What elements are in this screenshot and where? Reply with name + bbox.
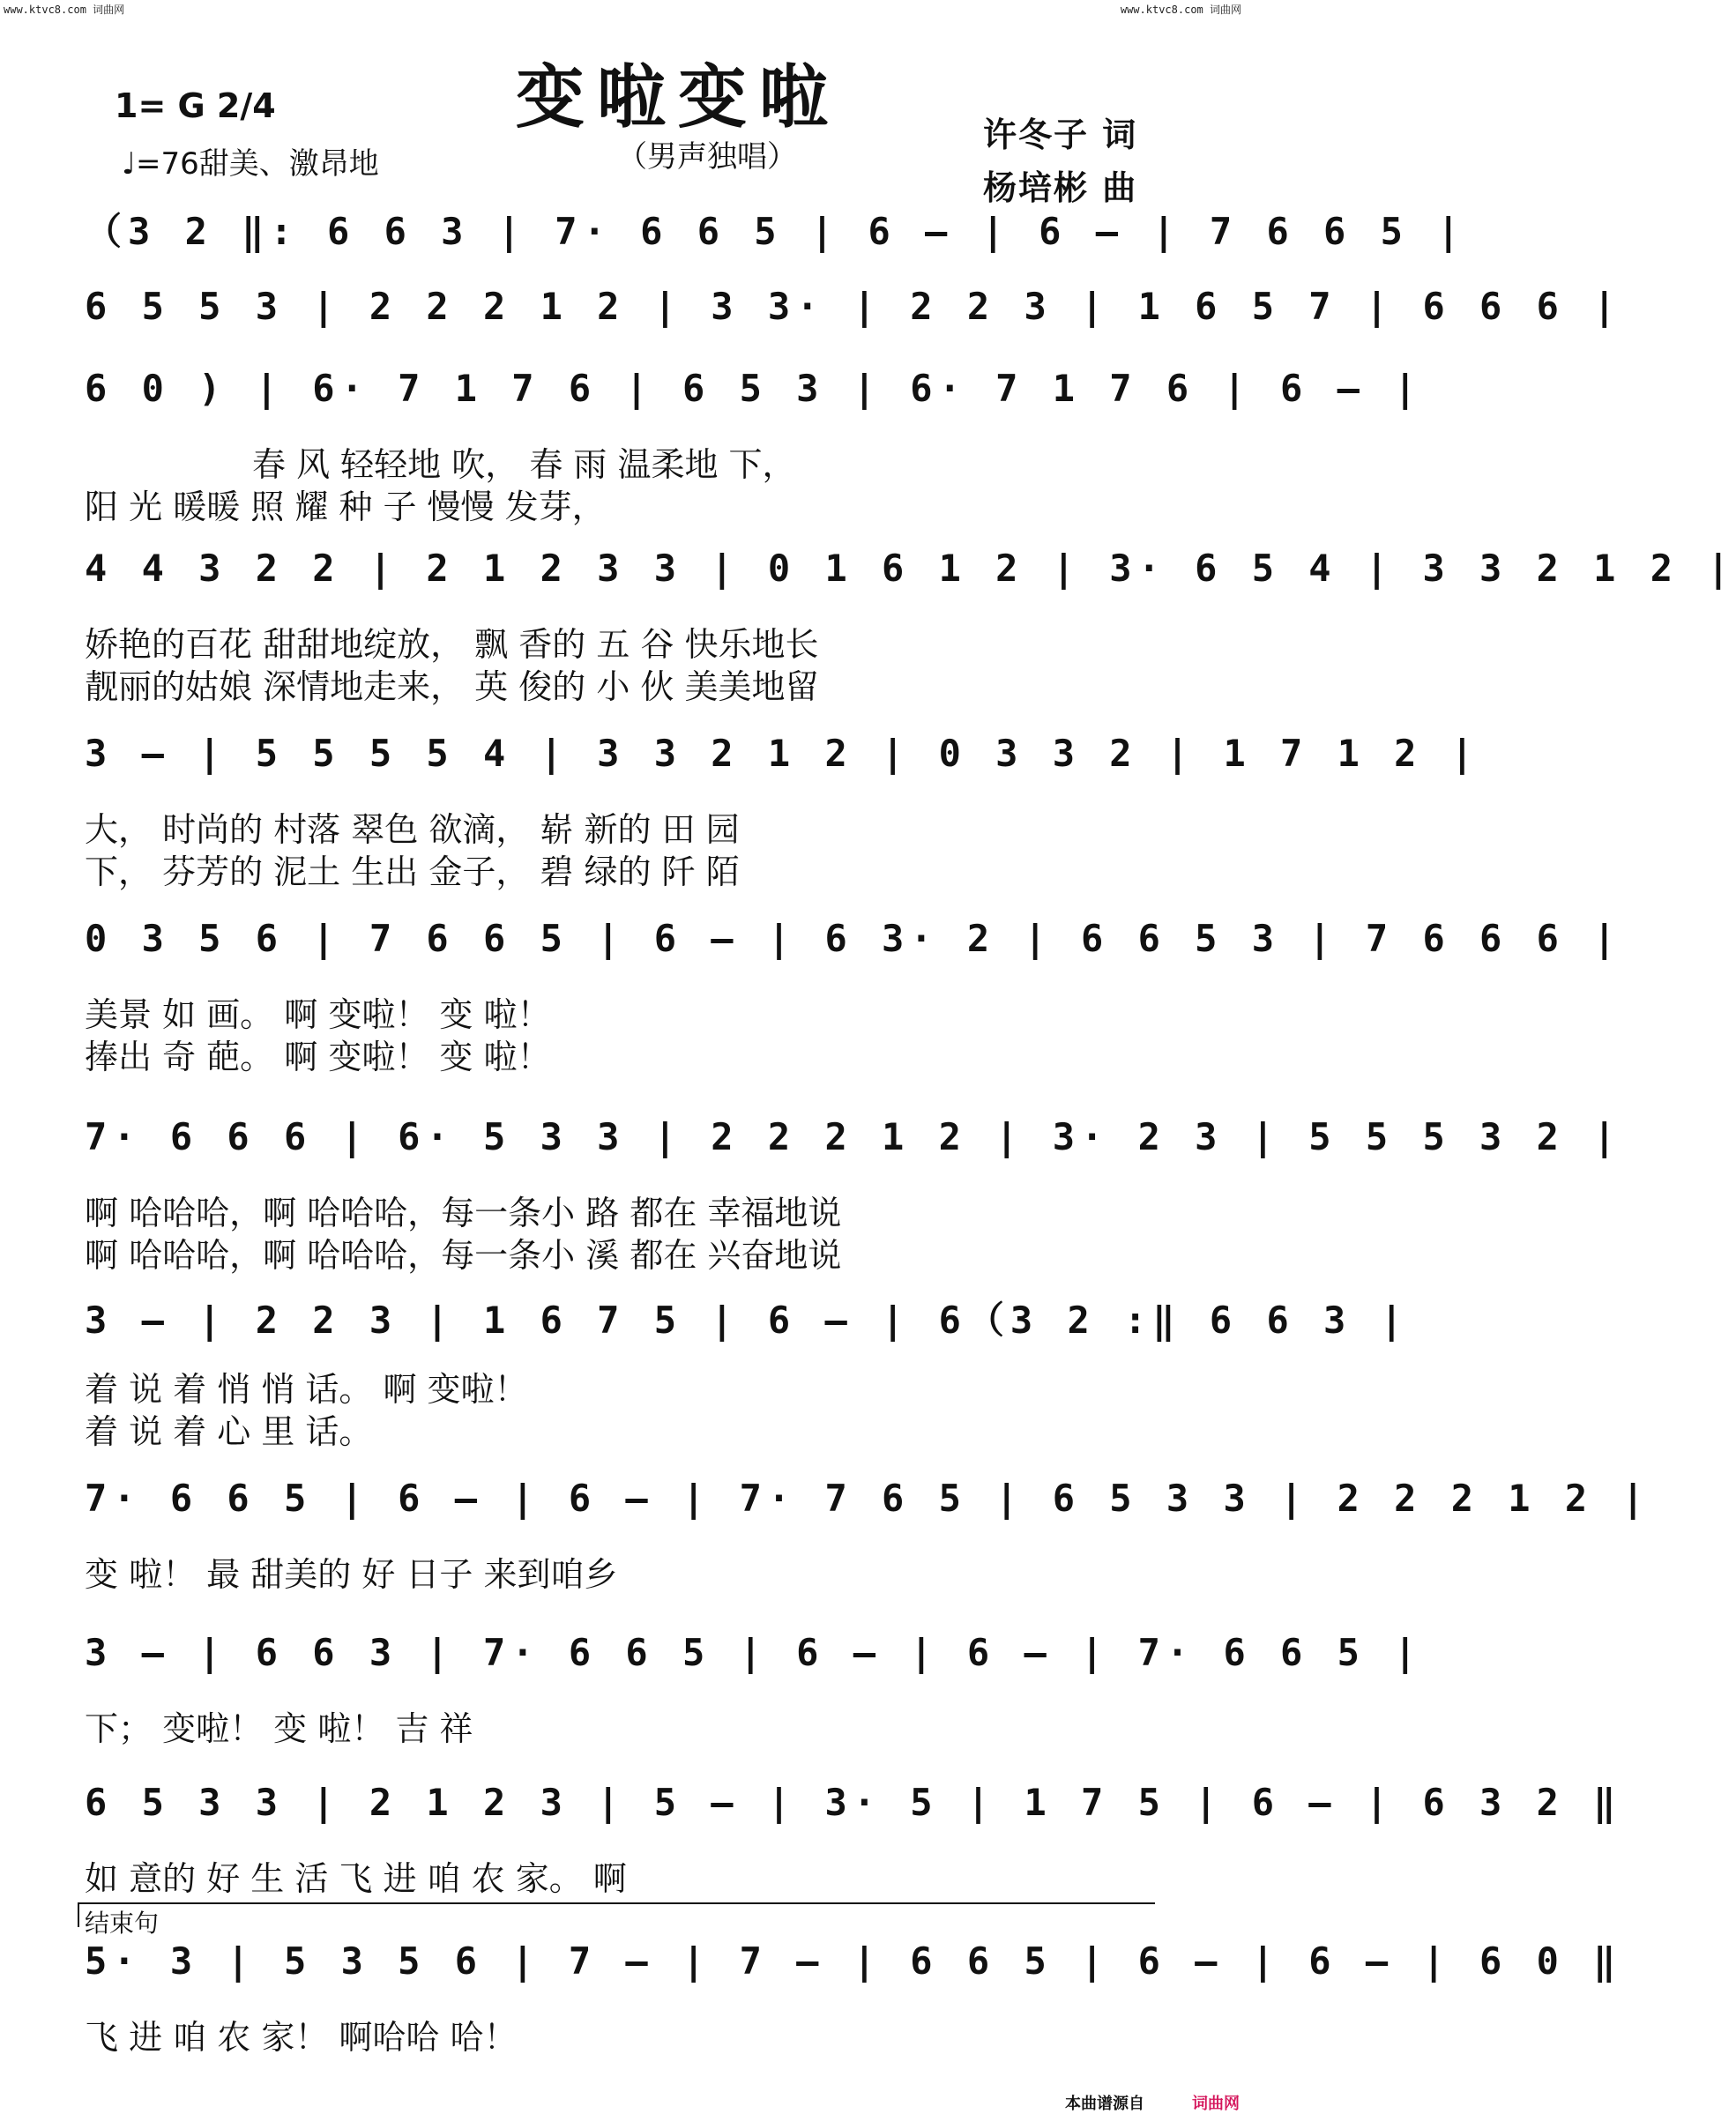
ending-bracket	[78, 1902, 1155, 1927]
lyric-line: 捧出 奇 葩。 啊 变啦！ 变 啦！	[85, 1038, 551, 1076]
lyric-line: 着 说 着 悄 悄 话。 啊 变啦！	[85, 1370, 528, 1409]
notation-row: 7· 6 6 5 | 6 – | 6 – | 7· 7 6 5 | 6 5 3 3 | 2 2 2 1 2 |	[85, 1477, 1650, 1520]
lyric-line: 下； 变啦！ 变 啦！ 吉 祥	[85, 1709, 473, 1748]
footer-source: 本曲谱源自	[1065, 2095, 1144, 2113]
lyric-line: 如 意的 好 生 活 飞 进 咱 农 家。 啊	[85, 1859, 627, 1898]
lyric-line: 美景 如 画。 啊 变啦！ 变 啦！	[85, 995, 551, 1034]
lyric-line: 下， 芬芳的 泥土 生出 金子， 碧 绿的 阡 陌	[85, 852, 740, 891]
lyric-line: 变 啦！ 最 甜美的 好 日子 来到咱乡	[85, 1555, 618, 1594]
lyric-line: 春 风 轻轻地 吹， 春 雨 温柔地 下，	[252, 445, 796, 484]
lyric-line: 啊 哈哈哈，啊 哈哈哈，每一条小 路 都在 幸福地说	[85, 1194, 842, 1232]
key-signature: 1= G 2/4	[115, 86, 276, 125]
watermark-right: www.ktvc8.com 词曲网	[1120, 4, 1241, 16]
lyric-line: 阳 光 暖暖 照 耀 种 子 慢慢 发芽，	[85, 488, 606, 526]
notation-row: 3 – | 6 6 3 | 7· 6 6 5 | 6 – | 6 – | 7· 6 6 5 |	[85, 1631, 1423, 1674]
notation-row: 7· 6 6 6 | 6· 5 3 3 | 2 2 2 1 2 | 3· 2 3 | 5 5 5 3 2 |	[85, 1115, 1622, 1158]
lyric-line: 着 说 着 心 里 话。	[85, 1412, 373, 1451]
lyric-line: 靓丽的姑娘 深情地走来， 英 俊的 小 伙 美美地留	[85, 667, 819, 706]
notation-row: 6 5 5 3 | 2 2 2 1 2 | 3 3· | 2 2 3 | 1 6 5 7 | 6 6 6 |	[85, 285, 1622, 328]
watermark-left: www.ktvc8.com 词曲网	[4, 4, 125, 16]
lyricist-credit: 许冬子 词	[983, 115, 1138, 154]
composer-credit: 杨培彬 曲	[983, 168, 1138, 207]
song-subtitle: （男声独唱）	[617, 139, 797, 175]
footer-logo: 词曲网	[1192, 2095, 1240, 2113]
notation-row: （3 2 ‖: 6 6 3 | 7· 6 6 5 | 6 – | 6 – | 7 6 6 5 |	[85, 210, 1466, 253]
notation-row: 4 4 3 2 2 | 2 1 2 3 3 | 0 1 6 1 2 | 3· 6 5 4 | 3 3 2 1 2 |	[85, 547, 1736, 590]
tempo-marking: ♩=76甜美、激昂地	[122, 146, 379, 182]
notation-row: 3 – | 5 5 5 5 4 | 3 3 2 1 2 | 0 3 3 2 | 1 7 1 2 |	[85, 732, 1480, 775]
notation-row: 5· 3 | 5 3 5 6 | 7 – | 7 – | 6 6 5 | 6 – | 6 – | 6 0 ‖	[85, 1939, 1622, 1983]
lyric-line: 啊 哈哈哈，啊 哈哈哈，每一条小 溪 都在 兴奋地说	[85, 1236, 842, 1275]
lyric-line: 娇艳的百花 甜甜地绽放， 飘 香的 五 谷 快乐地长	[85, 625, 819, 664]
lyric-line: 飞 进 咱 农 家！ 啊哈哈 哈！	[85, 2018, 518, 2057]
ending-label: 结束句	[85, 1909, 160, 1938]
song-title: 变啦变啦	[516, 57, 841, 138]
notation-row: 3 – | 2 2 3 | 1 6 7 5 | 6 – | 6（3 2 :‖ 6 6 3 |	[85, 1299, 1409, 1342]
notation-row: 6 0 ) | 6· 7 1 7 6 | 6 5 3 | 6· 7 1 7 6 | 6 – |	[85, 367, 1423, 410]
notation-row: 6 5 3 3 | 2 1 2 3 | 5 – | 3· 5 | 1 7 5 | 6 – | 6 3 2 ‖	[85, 1781, 1622, 1824]
lyric-line: 大， 时尚的 村落 翠色 欲滴， 崭 新的 田 园	[85, 810, 740, 849]
notation-row: 0 3 5 6 | 7 6 6 5 | 6 – | 6 3· 2 | 6 6 5 3 | 7 6 6 6 |	[85, 917, 1622, 960]
